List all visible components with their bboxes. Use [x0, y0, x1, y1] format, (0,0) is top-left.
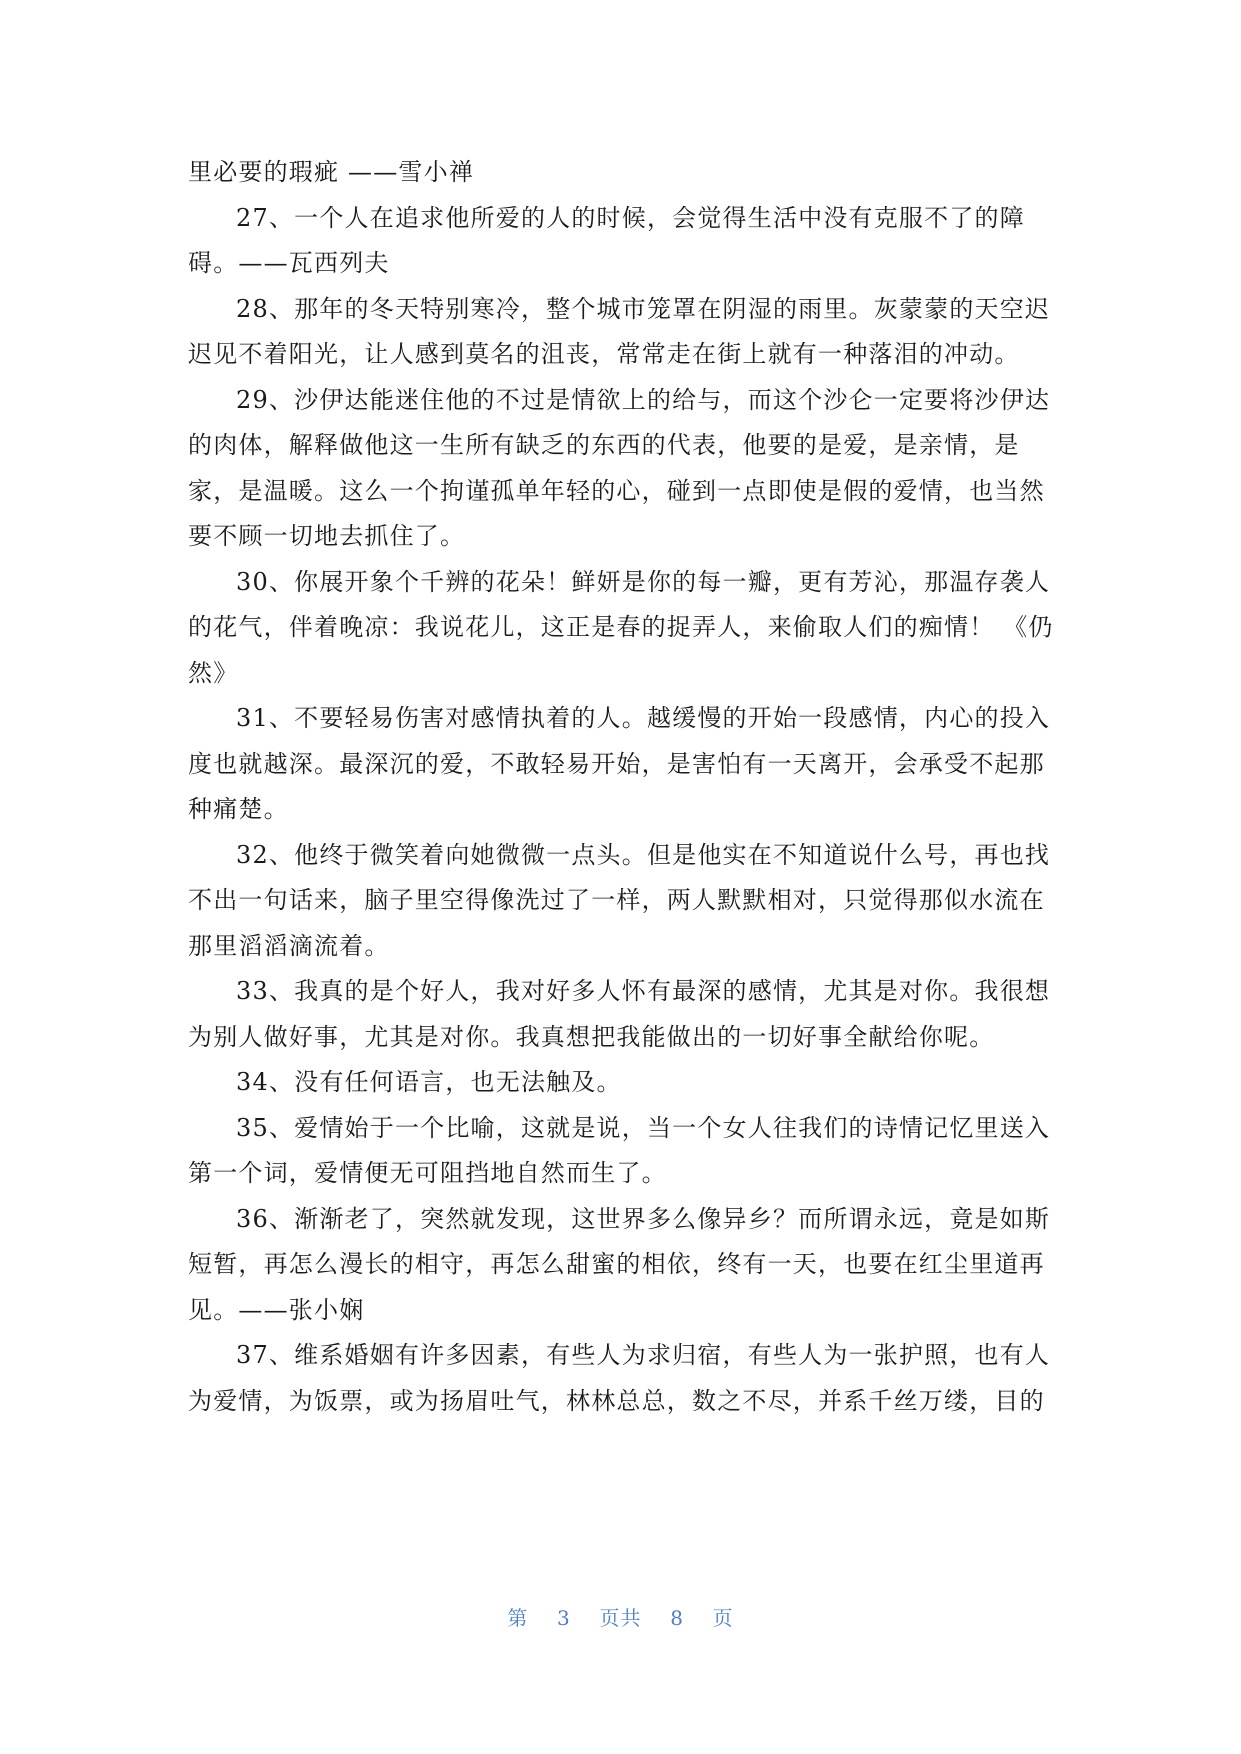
text-line: 里必要的瑕疵 ——雪小禅	[188, 158, 475, 186]
text-line: 35、爱情始于一个比喻，这就是说，当一个女人往我们的诗情记忆里送入	[236, 1113, 1051, 1142]
text-line: 的肉体，解释做他这一生所有缺乏的东西的代表，他要的是爱，是亲情，是	[188, 431, 1020, 459]
text-line: 迟见不着阳光，让人感到莫名的沮丧，常常走在街上就有一种落泪的冲动。	[188, 340, 1020, 368]
text-line: 29、沙伊达能迷住他的不过是情欲上的给与，而这个沙仑一定要将沙伊达	[236, 385, 1051, 414]
page-footer	[0, 1602, 1241, 1631]
footer-prefix: 第	[507, 1606, 529, 1630]
text-line: 然》	[188, 658, 239, 687]
text-line: 的花气，伴着晚凉：我说花儿，这正是春的捉弄人，来偷取人们的痴情！ 《仍	[188, 613, 1054, 641]
total-pages-number: 8	[670, 1606, 684, 1630]
document-body	[188, 150, 1058, 1424]
text-line: 种痛楚。	[188, 795, 289, 823]
text-line: 28、那年的冬天特别寒冷，整个城市笼罩在阴湿的雨里。灰蒙蒙的天空迟	[236, 294, 1051, 323]
current-page-number: 3	[557, 1606, 571, 1630]
text-line: 32、他终于微笑着向她微微一点头。但是他实在不知道说什么号，再也找	[236, 840, 1051, 869]
text-line: 碍。——瓦西列夫	[188, 249, 390, 277]
text-line: 36、渐渐老了，突然就发现，这世界多么像异乡？而所谓永远，竟是如斯	[236, 1204, 1051, 1233]
footer-middle: 页共	[599, 1606, 642, 1630]
text-line: 第一个词，爱情便无可阻挡地自然而生了。	[188, 1159, 667, 1187]
text-line: 37、维系婚姻有许多因素，有些人为求归宿，有些人为一张护照，也有人	[236, 1341, 1051, 1369]
text-line: 度也就越深。最深沉的爱，不敢轻易开始，是害怕有一天离开，会承受不起那	[188, 749, 1045, 778]
text-line: 为爱情，为饭票，或为扬眉吐气，林林总总，数之不尽，并系千丝万缕，目的	[188, 1386, 1045, 1415]
text-line: 不出一句话来，脑子里空得像洗过了一样，两人默默相对，只觉得那似水流在	[188, 886, 1045, 914]
text-line: 要不顾一切地去抓住了。	[188, 522, 466, 550]
text-line: 短暂，再怎么漫长的相守，再怎么甜蜜的相依，终有一天，也要在红尘里道再	[188, 1250, 1045, 1278]
text-line: 家，是温暖。这么一个拘谨孤单年轻的心，碰到一点即使是假的爱情，也当然	[188, 476, 1045, 505]
footer-suffix: 页	[712, 1606, 734, 1630]
text-line: 34、没有任何语言，也无法触及。	[236, 1068, 622, 1096]
text-line: 31、不要轻易伤害对感情执着的人。越缓慢的开始一段感情，内心的投入	[236, 704, 1051, 732]
text-line: 27、一个人在追求他所爱的人的时候，会觉得生活中没有克服不了的障	[236, 203, 1025, 232]
text-line: 见。——张小娴	[188, 1295, 365, 1324]
text-line: 30、你展开象个千辨的花朵！鲜妍是你的每一瓣，更有芳沁，那温存袭人	[236, 567, 1051, 596]
text-line: 为别人做好事，尤其是对你。我真想把我能做出的一切好事全献给你呢。	[188, 1022, 995, 1051]
text-line: 那里滔滔滴流着。	[188, 931, 390, 960]
text-line: 33、我真的是个好人，我对好多人怀有最深的感情，尤其是对你。我很想	[236, 977, 1051, 1005]
